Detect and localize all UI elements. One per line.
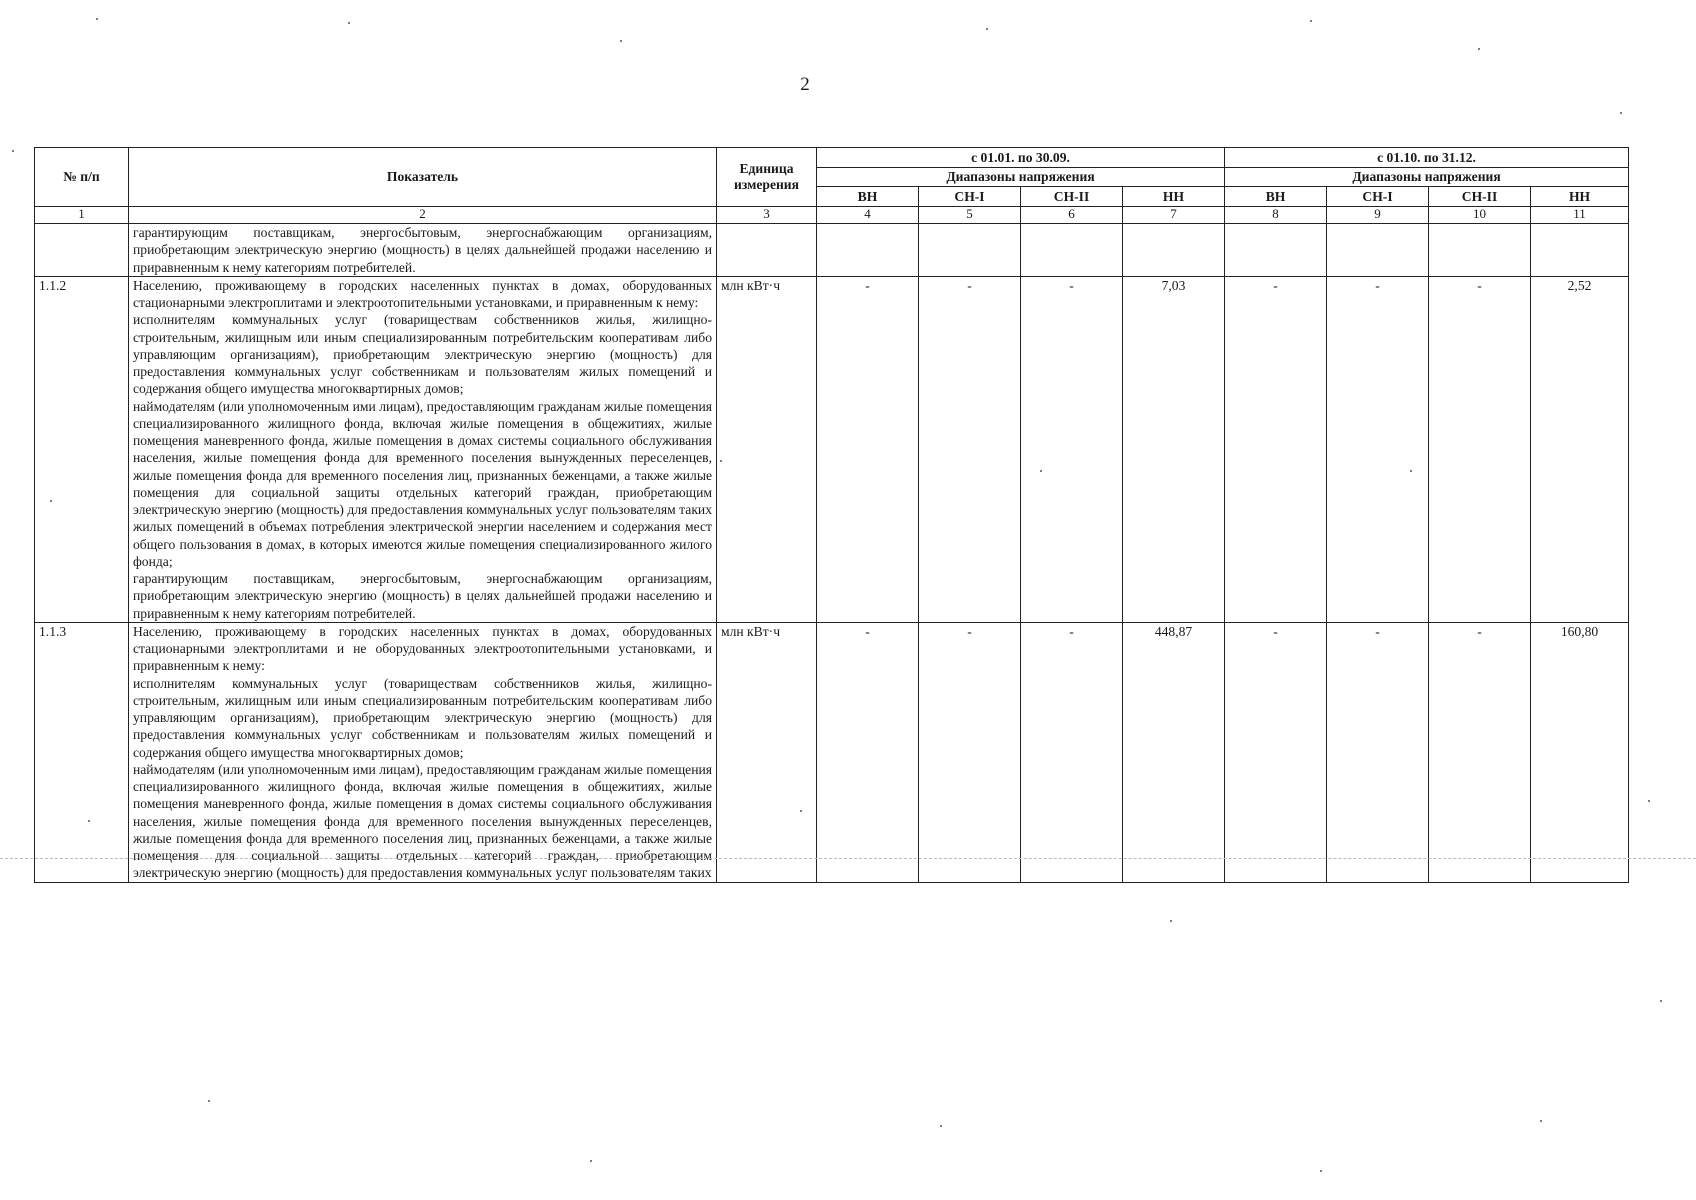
scan-speck [1540,1120,1542,1122]
scan-speck [12,150,14,152]
scan-speck [208,1100,210,1102]
value-cell-nn-1: 7,03 [1123,276,1225,622]
header-voltage-ranges-1: Диапазоны напряжения [817,168,1225,187]
page-number: 2 [800,74,810,95]
scan-speck [940,1125,942,1127]
value-cell-sn1-2: - [1327,276,1429,622]
header-period-2: с 01.10. по 31.12. [1225,148,1629,168]
scan-speck [1478,48,1480,50]
indicator-paragraph: наймодателям (или уполномоченным ими лицам), предоставляющим гражданам жилые помещения специализированного жилищного фонда, включая жилые помещения в общежитиях, жилые помещения маневренного фонда, жилые помещения в домах системы социального обслуживания населения, жилые помещения фонда для временного поселения вынужденных переселенцев, жилые помещения фонда для временного поселения лиц, признанных беженцами, а также жилые помещения для социальной защиты отдельных категорий граждан, приобретающим электрическую энергию (мощность) для предоставления коммунальных услуг пользователям таких [133,761,712,881]
row-number: 1.1.2 [35,276,129,622]
header-sn2-1: СН-II [1021,187,1123,207]
value-cell [817,224,919,277]
scan-speck [1040,470,1042,472]
header-col-indicator: Показатель [129,148,717,207]
value-cell-vn-2: - [1225,622,1327,882]
header-vn-2: ВН [1225,187,1327,207]
value-cell [1021,224,1123,277]
header-col-unit: Единица измерения [717,148,817,207]
column-number: 6 [1021,207,1123,224]
scan-artifact-line [0,858,1696,859]
scan-speck [590,1160,592,1162]
scan-speck [1320,1170,1322,1172]
table-row [35,622,1629,882]
header-col-num: № п/п [35,148,129,207]
row-indicator-text [129,224,717,277]
value-cell-sn2-1: - [1021,622,1123,882]
value-cell [1123,224,1225,277]
value-cell [919,224,1021,277]
scan-speck [348,22,350,24]
value-cell-nn-2: 2,52 [1531,276,1629,622]
table-row [35,224,1629,277]
tariff-balance-table [34,147,1629,883]
value-cell [1225,224,1327,277]
value-cell-vn-1: - [817,622,919,882]
indicator-paragraph: исполнителям коммунальных услуг (товариществам собственников жилья, жилищно-строительным, жилищным или иным специализированным потребительским кооперативам либо управляющим организациям), приобретающим электрическую энергию (мощность) для предоставления коммунальных услуг собственникам и пользователям жилых помещений и содержания общего имущества многоквартирных домов; [133,312,712,397]
column-number: 3 [717,207,817,224]
scan-speck [986,28,988,30]
scan-speck [1648,800,1650,802]
column-number: 11 [1531,207,1629,224]
indicator-paragraph: исполнителям коммунальных услуг (товариществам собственников жилья, жилищно-строительным, жилищным или иным специализированным потребительским кооперативам либо управляющим организациям), приобретающим электрическую энергию (мощность) для предоставления коммунальных услуг собственникам и пользователям жилых помещений и содержания общего имущества многоквартирных домов; [133,675,712,760]
header-nn-1: НН [1123,187,1225,207]
row-unit [717,224,817,277]
value-cell-vn-1: - [817,276,919,622]
header-voltage-ranges-2: Диапазоны напряжения [1225,168,1629,187]
header-period-1: с 01.01. по 30.09. [817,148,1225,168]
value-cell-sn1-1: - [919,276,1021,622]
header-sn2-2: СН-II [1429,187,1531,207]
value-cell-sn2-2: - [1429,622,1531,882]
indicator-paragraph: Населению, проживающему в городских населенных пунктах в домах, оборудованных стационарными электроплитами и электроотопительными установками, и приравненным к нему: [133,277,712,310]
column-number: 2 [129,207,717,224]
row-indicator-text [129,276,717,622]
value-cell-sn1-1: - [919,622,1021,882]
scan-speck [800,810,802,812]
column-number: 4 [817,207,919,224]
scan-speck [88,820,90,822]
header-sn1-1: СН-I [919,187,1021,207]
value-cell-vn-2: - [1225,276,1327,622]
value-cell-nn-1: 448,87 [1123,622,1225,882]
value-cell [1429,224,1531,277]
scan-speck [96,18,98,20]
row-number [35,224,129,277]
value-cell-sn1-2: - [1327,622,1429,882]
row-indicator-text [129,622,717,882]
scan-speck [720,460,722,462]
column-number: 9 [1327,207,1429,224]
header-nn-2: НН [1531,187,1629,207]
value-cell-sn2-1: - [1021,276,1123,622]
value-cell [1327,224,1429,277]
scan-speck [1620,112,1622,114]
header-sn1-2: СН-I [1327,187,1429,207]
column-number: 10 [1429,207,1531,224]
header-vn-1: ВН [817,187,919,207]
value-cell [1531,224,1629,277]
scan-speck [620,40,622,42]
scan-speck [1310,20,1312,22]
column-number: 7 [1123,207,1225,224]
scan-speck [1410,470,1412,472]
column-number: 1 [35,207,129,224]
scan-speck [1170,920,1172,922]
value-cell-sn2-2: - [1429,276,1531,622]
indicator-paragraph: Населению, проживающему в городских населенных пунктах в домах, оборудованных стационарными электроплитами и не оборудованных электроотопительными установками, и приравненным к нему: [133,623,712,674]
indicator-paragraph: гарантирующим поставщикам, энергосбытовым, энергоснабжающим организациям, приобретающим электрическую энергию (мощность) в целях дальнейшей продажи населению и приравненным к нему категориям потребителей. [133,225,712,275]
value-cell-nn-2: 160,80 [1531,622,1629,882]
scan-speck [1660,1000,1662,1002]
table-row [35,276,1629,622]
row-number: 1.1.3 [35,622,129,882]
column-number: 8 [1225,207,1327,224]
row-unit: млн кВт·ч [717,622,817,882]
indicator-paragraph: наймодателям (или уполномоченным ими лицам), предоставляющим гражданам жилые помещения специализированного жилищного фонда, включая жилые помещения в общежитиях, жилые помещения маневренного фонда, жилые помещения в домах системы социального обслуживания населения, жилые помещения фонда для временного поселения вынужденных переселенцев, жилые помещения фонда для временного поселения лиц, признанных беженцами, а также жилые помещения для социальной защиты отдельных категорий граждан, приобретающим электрическую энергию (мощность) для предоставления коммунальных услуг пользователям таких жилых помещений в объемах потребления электрической энергии населением и содержания мест общего пользования в домах, в которых имеются жилые помещения специализированного жилого фонда; [133,398,712,569]
row-unit: млн кВт·ч [717,276,817,622]
scan-speck [50,500,52,502]
indicator-paragraph: гарантирующим поставщикам, энергосбытовым, энергоснабжающим организациям, приобретающим электрическую энергию (мощность) в целях дальнейшей продажи населению и приравненным к нему категориям потребителей. [133,571,712,621]
column-number: 5 [919,207,1021,224]
